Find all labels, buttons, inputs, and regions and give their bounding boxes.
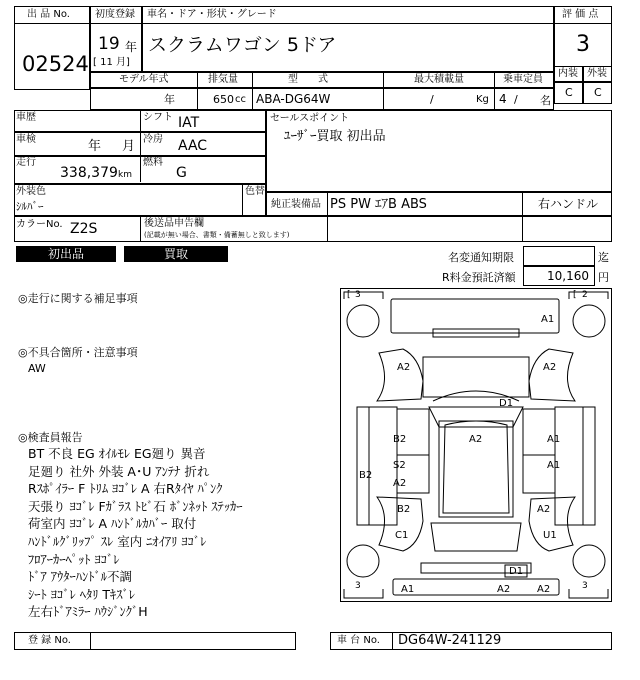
damage-mark-left-rear-quarter: B2 xyxy=(397,504,411,515)
damage-mark-roof: A2 xyxy=(469,434,483,445)
ac-label: 冷房 xyxy=(143,134,163,145)
report-line: BT 不良 EG ｵｲﾙﾓﾚ EG廻り 異音 xyxy=(28,446,206,461)
damage-mark-rear-bumper-right: A2 xyxy=(537,584,551,595)
exterior-grade: C xyxy=(594,86,602,99)
damage-mark-right-rear-door: A1 xyxy=(547,460,561,471)
recycle-unit: 円 xyxy=(598,271,609,284)
capacity-label: 乗車定員 xyxy=(503,74,543,85)
damage-mark-left-step: S2 xyxy=(393,460,406,471)
report-line: ﾊﾝﾄﾞﾙｸﾞﾘｯﾌﾟ ｽﾚ 室内 ﾆｵｲｱﾘ ﾖｺﾞﾚ xyxy=(28,534,207,549)
mileage-fuel-row xyxy=(14,156,266,184)
recycle-amount: 10,160 xyxy=(547,269,589,283)
inspector-label: ◎検査員報告 xyxy=(18,431,83,444)
chassis-no: DG64W-241129 xyxy=(398,633,502,648)
damage-mark-rear-bumper-center: A2 xyxy=(497,584,511,595)
damage-mark-right-front-door: A1 xyxy=(547,434,561,445)
capacity: 4 xyxy=(499,92,507,106)
lot-no-label: 出 品 No. xyxy=(27,9,70,20)
recycle-label: R料金預託済額 xyxy=(442,271,516,284)
displacement-label: 排気量 xyxy=(208,74,238,85)
name-change-field xyxy=(523,246,595,266)
tag-top-right: [ xyxy=(573,290,577,300)
mileage-label: 走行 xyxy=(16,157,36,168)
reg-no-label: 登 録 No. xyxy=(28,635,71,646)
history-label: 車歴 xyxy=(16,112,36,123)
report-line: ﾌﾛｱｰｶｰﾍﾟｯﾄ ﾖｺﾞﾚ xyxy=(28,551,120,567)
damage-mark-right-front-fender: A2 xyxy=(543,362,557,373)
report-line: 左右ﾄﾞｱﾐﾗｰ ﾊｳｼﾞﾝｸﾞH xyxy=(28,604,148,620)
supplement-label: ◎走行に関する補足事項 xyxy=(18,292,138,305)
fuel-label: 燃料 xyxy=(143,157,163,168)
first-reg-year-unit: 年 xyxy=(125,40,138,54)
color: ｼﾙﾊﾞｰ xyxy=(16,200,44,213)
report-line: 足廻り 社外 外装 A･U ｱﾝﾃﾅ 折れ xyxy=(28,463,210,479)
steering: 右ハンドル xyxy=(538,197,599,211)
damage-mark-left-rear-wheel: C1 xyxy=(395,530,409,541)
tag-top-left: [ xyxy=(347,290,351,300)
damage-mark-front-bumper: A1 xyxy=(541,314,555,325)
type-label: 型 式 xyxy=(288,74,328,85)
report-line: ﾄﾞｱ ｱｳﾀｰﾊﾝﾄﾞﾙ不調 xyxy=(28,569,132,585)
inspection-label: 車検 xyxy=(16,134,36,145)
sales-point: ﾕｰｻﾞｰ買取 初出品 xyxy=(284,129,386,144)
displacement: 650 xyxy=(213,93,234,106)
shift: IAT xyxy=(178,115,200,131)
name-change-label: 名変通知期限 xyxy=(448,251,514,264)
damage-mark-left-side-sill: B2 xyxy=(359,470,373,481)
fuel: G xyxy=(176,165,187,181)
damage-mark-right-rear-quarter: A2 xyxy=(537,504,551,515)
max-load-slash: / xyxy=(430,93,434,106)
score: 3 xyxy=(576,32,590,57)
interior-label: 内装 xyxy=(558,68,578,79)
damage-mark-rear-glass: D1 xyxy=(509,566,524,577)
inspection-month: 月 xyxy=(122,139,136,154)
max-load-unit: Kg xyxy=(476,94,489,105)
damage-mark-left-front-door: B2 xyxy=(393,434,407,445)
mileage: 338,379 xyxy=(60,165,118,181)
exterior-label: 外装 xyxy=(587,68,607,79)
model-year-unit: 年 xyxy=(164,93,175,106)
capacity-slash: / xyxy=(514,93,518,106)
report-line: ｼｰﾄ ﾖｺﾞﾚ ﾍﾀﾘ Tｷｽﾞﾚ xyxy=(28,586,136,602)
defect-label: ◎不具合箇所・注意事項 xyxy=(18,346,138,359)
inspection-year: 年 xyxy=(88,139,102,154)
displacement-unit: cc xyxy=(235,94,246,105)
car-name-label: 車名・ドア・形状・グレード xyxy=(147,9,277,20)
tag-bottom-right-value: 3 xyxy=(582,581,588,591)
car-name: スクラムワゴン 5ドア xyxy=(148,34,337,56)
equipment-label: 純正装備品 xyxy=(271,199,321,210)
inspection-ac-row xyxy=(14,132,266,156)
name-change-unit: 迄 xyxy=(598,251,609,264)
equipment: PS PW ｴｱB ABS xyxy=(330,197,427,212)
buyback-tag: 買取 xyxy=(124,246,228,262)
tag-top-right-value: 2 xyxy=(582,290,588,300)
sales-point-label: セールスポイント xyxy=(270,113,350,124)
color-label: 外装色 xyxy=(16,186,46,197)
ac: AAC xyxy=(178,138,208,154)
color-row xyxy=(14,184,266,216)
capacity-unit: 名 xyxy=(540,94,551,107)
aftermarket-note: (記載が無い場合、書類・備蓄無しと致します) xyxy=(144,231,290,239)
color-change-label: 色替 xyxy=(245,186,265,197)
tag-top-left-value: 3 xyxy=(355,290,361,300)
first-reg-month: [ 11 月] xyxy=(93,57,130,68)
color-no-row xyxy=(14,216,612,242)
model-year-label: モデル年式 xyxy=(119,74,169,85)
score-label: 評 価 点 xyxy=(562,9,599,20)
report-line: Rｽﾎﾟｲﾗｰ F ﾄﾘﾑ ﾖｺﾞﾚ A 右Rﾀｲﾔ ﾊﾟﾝｸ xyxy=(28,481,223,497)
color-no: Z2S xyxy=(70,221,98,237)
max-load-label: 最大積載量 xyxy=(414,74,464,85)
first-reg-label: 初度登録 xyxy=(95,9,135,20)
damage-mark-left-rear-door: A2 xyxy=(393,478,407,489)
damage-mark-right-rear-wheel: U1 xyxy=(543,530,557,541)
defect: AW xyxy=(28,362,46,375)
damage-mark-windshield: D1 xyxy=(499,398,514,409)
type-value: ABA-DG64W xyxy=(256,92,331,106)
mileage-unit: km xyxy=(118,170,132,180)
report-line: 荷室内 ﾖｺﾞﾚ A ﾊﾝﾄﾞﾙｶﾊﾞｰ 取付 xyxy=(28,516,197,532)
first-reg-year: 19 xyxy=(98,34,120,54)
first-listing-tag: 初出品 xyxy=(16,246,116,262)
tag-bottom-left-value: 3 xyxy=(355,581,361,591)
damage-diagram xyxy=(340,288,612,602)
damage-mark-left-front-fender: A2 xyxy=(397,362,411,373)
chassis-label: 車 台 No. xyxy=(337,635,380,646)
color-no-label: カラーNo. xyxy=(16,219,63,230)
damage-mark-rear-bumper-left: A1 xyxy=(401,584,415,595)
aftermarket-label: 後送品申告欄 xyxy=(144,218,204,229)
interior-grade: C xyxy=(565,86,573,99)
shift-label: シフト xyxy=(143,112,173,123)
report-line: 天張り ﾖｺﾞﾚ Fｶﾞﾗｽ ﾄﾋﾞ石 ﾎﾞﾝﾈｯﾄ ｽﾃｯｶｰ xyxy=(28,498,243,514)
lot-no: 02524 xyxy=(22,52,89,76)
